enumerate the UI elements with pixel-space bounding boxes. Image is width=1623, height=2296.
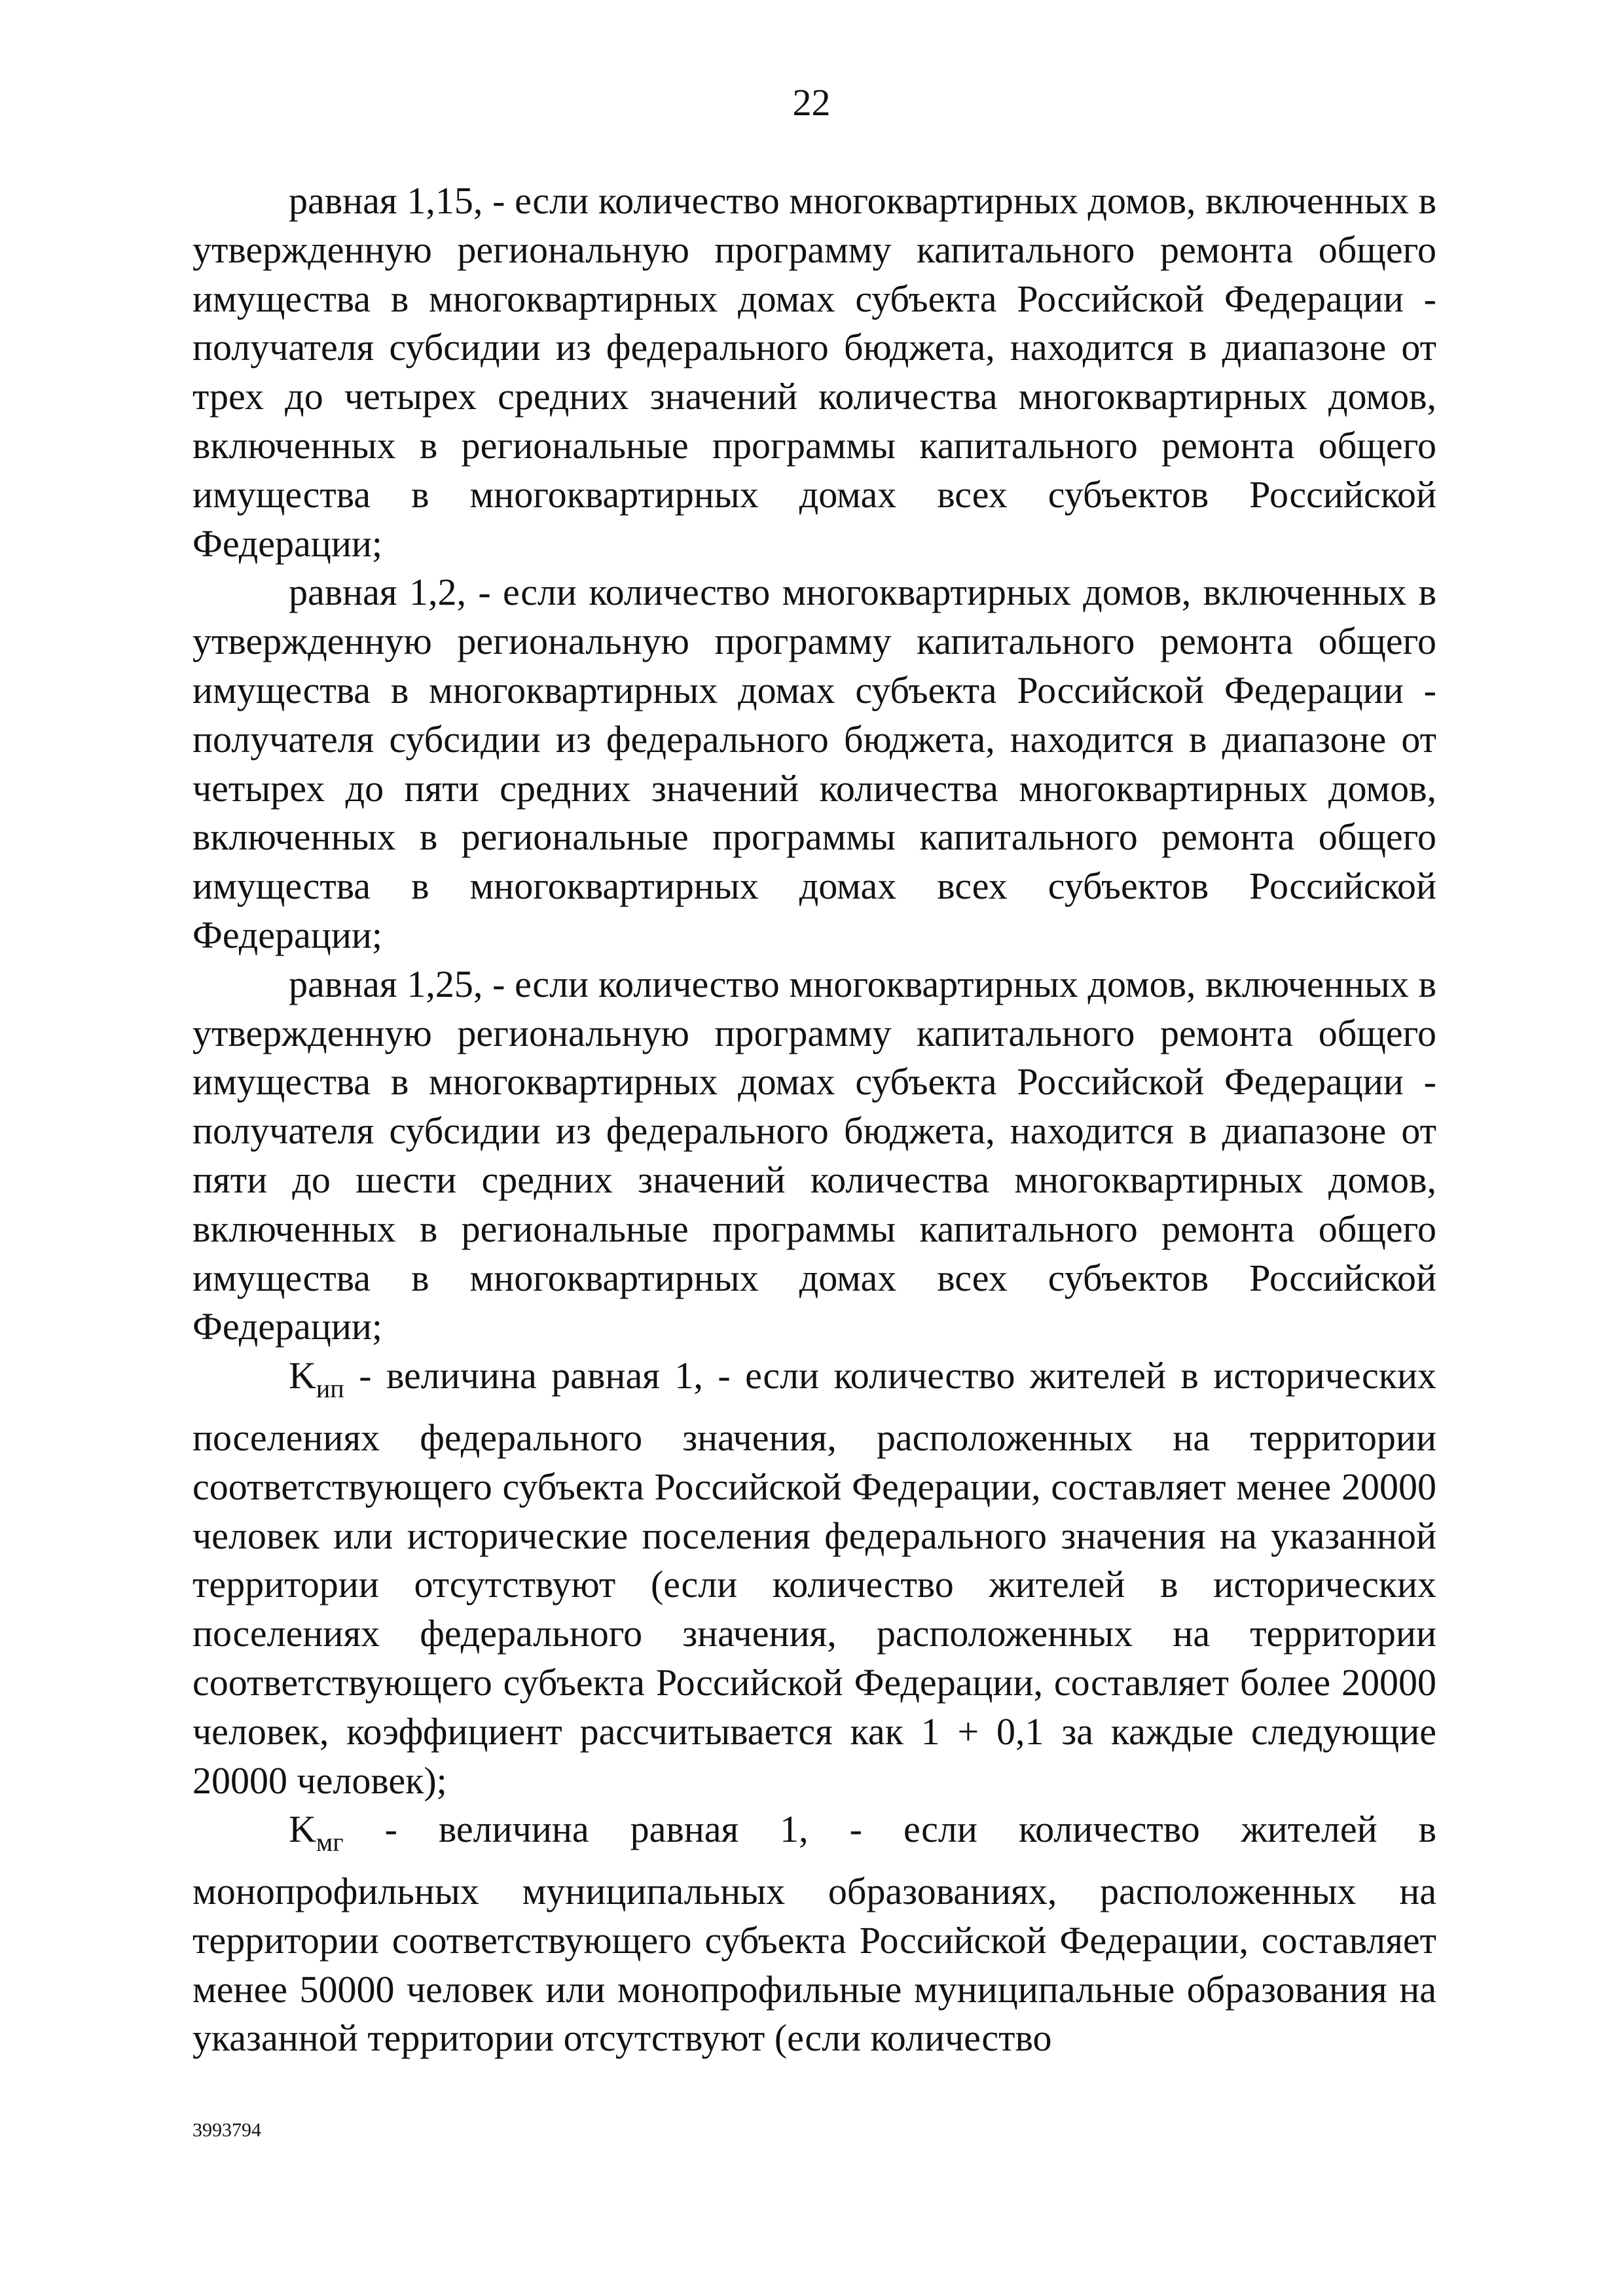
document-code: 3993794 — [192, 2119, 261, 2141]
paragraph-coefficient-1-2: равная 1,2, - если количество многоквартирных домов, включенных в утвержденную региональную программу капитального ремонта общего имущества в многоквартирных домах субъекта Российской Федерации - получателя субсидии из федерального бюджета, находится в диапазоне от четырех до пяти средних значений количества многоквартирных домов, включенных в региональные программы капитального ремонта общего имущества в многоквартирных домах всех субъектов Российской Федерации; — [192, 571, 1436, 956]
paragraph-k-ip — [192, 1352, 1436, 1805]
page-number: 22 — [792, 81, 831, 124]
k-mg-definition: - величина равная 1, - если количество жителей в монопрофильных муниципальных образованиях, расположенных на территории соответствующего субъекта Российской Федерации, составляет менее 50000 человек или монопрофильные муниципальные образования на указанной территории отсутствуют (если количество — [192, 1808, 1436, 2060]
paragraph-k-mg — [192, 1805, 1436, 2063]
k-mg-symbol: K — [289, 1808, 316, 1851]
k-ip-definition: - величина равная 1, - если количество жителей в исторических поселениях федерального значения, расположенных на территории соответствующего субъекта Российской Федерации, составляет менее 20000 человек или исторические поселения федерального значения на указанной территории отсутствуют (если количество жителей в исторических поселениях федерального значения, расположенных на территории соответствующего субъекта Российской Федерации, составляет более 20000 человек, коэффициент рассчитывается как 1 + 0,1 за каждые следующие 20000 человек); — [192, 1354, 1436, 1802]
k-ip-subscript: ип — [316, 1374, 344, 1404]
k-ip-symbol: K — [289, 1354, 316, 1397]
k-mg-subscript: мг — [316, 1827, 344, 1857]
document-body — [192, 177, 1436, 2063]
paragraph-coefficient-1-15: равная 1,15, - если количество многоквартирных домов, включенных в утвержденную региональную программу капитального ремонта общего имущества в многоквартирных домах субъекта Российской Федерации - получателя субсидии из федерального бюджета, находится в диапазоне от трех до четырех средних значений количества многоквартирных домов, включенных в региональные программы капитального ремонта общего имущества в многоквартирных домах всех субъектов Российской Федерации; — [192, 179, 1436, 565]
paragraph-coefficient-1-25: равная 1,25, - если количество многоквартирных домов, включенных в утвержденную региональную программу капитального ремонта общего имущества в многоквартирных домах субъекта Российской Федерации - получателя субсидии из федерального бюджета, находится в диапазоне от пяти до шести средних значений количества многоквартирных домов, включенных в региональные программы капитального ремонта общего имущества в многоквартирных домах всех субъектов Российской Федерации; — [192, 962, 1436, 1348]
